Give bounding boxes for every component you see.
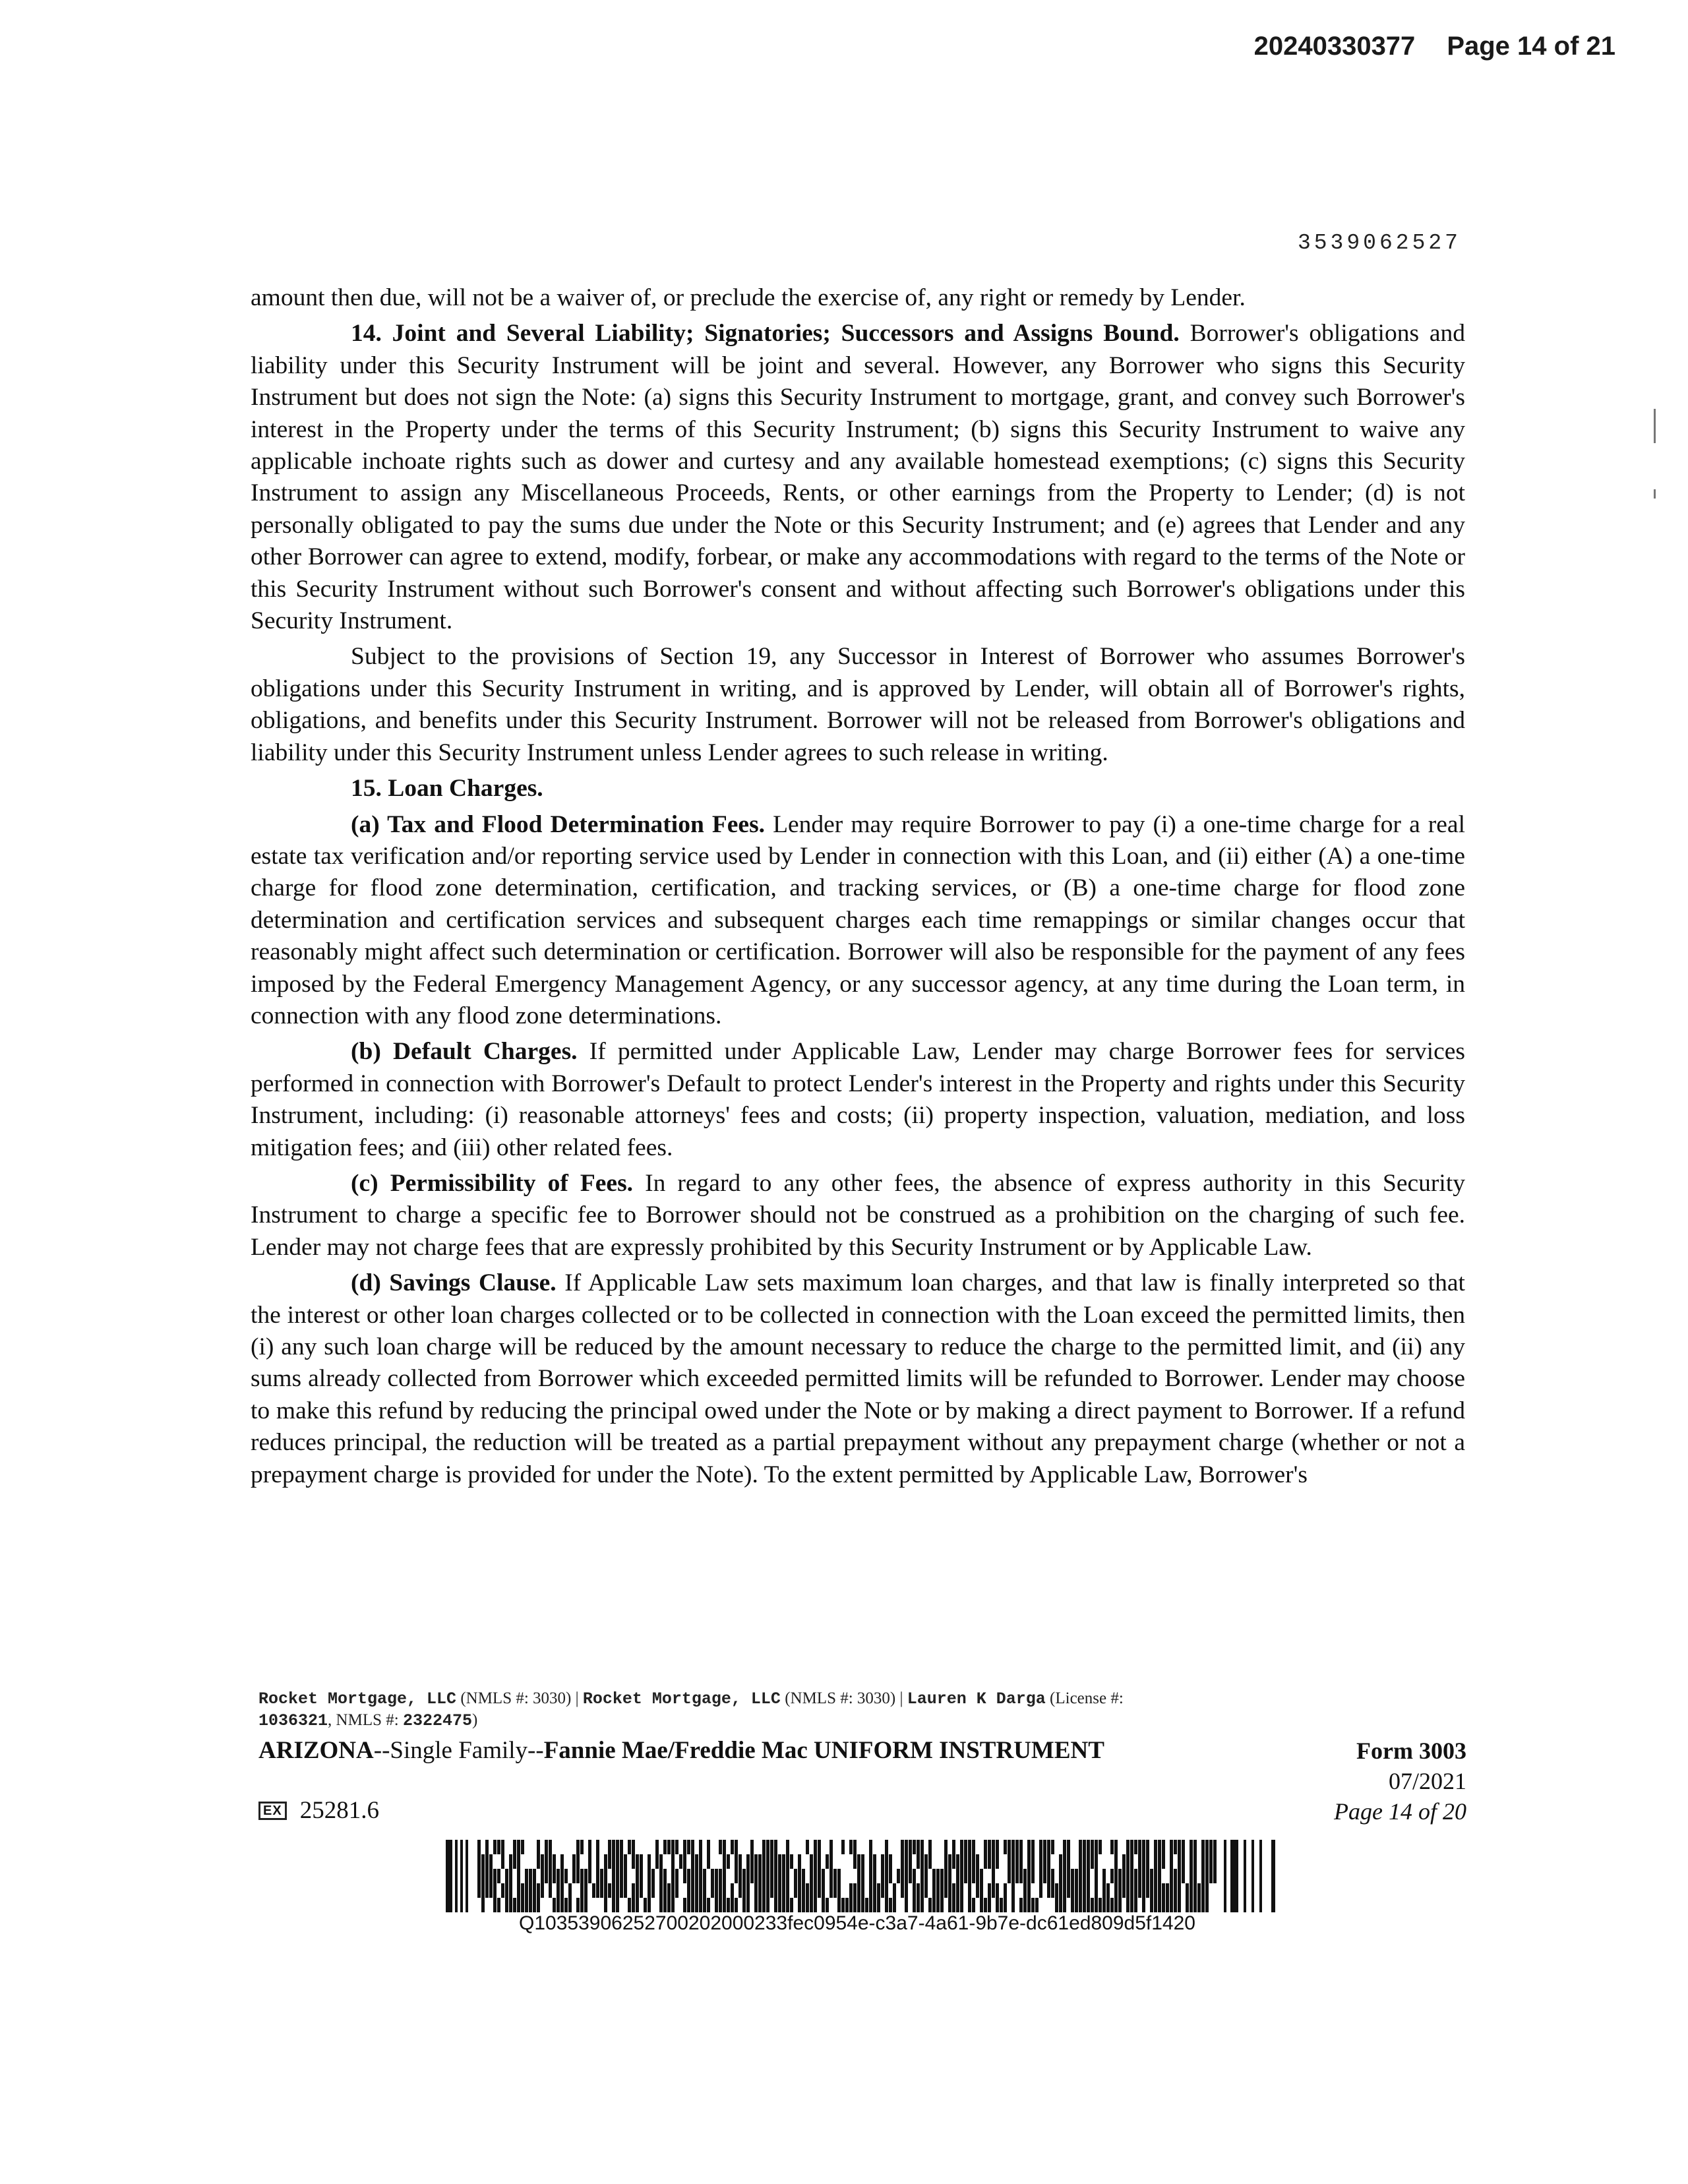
form-info <box>1334 1736 1466 1827</box>
lender-name: Rocket Mortgage, LLC <box>582 1689 781 1709</box>
originator-nmls: 2322475 <box>402 1711 472 1730</box>
section-15c-heading: (c) Permissibility of Fees. <box>351 1169 634 1197</box>
margin-mark <box>1654 489 1656 499</box>
instrument-name: Fannie Mae/Freddie Mac UNIFORM INSTRUMENT <box>543 1737 1104 1764</box>
lender-nmls: (NMLS #: 3030) | <box>780 1689 907 1707</box>
continued-paragraph: amount then due, will not be a waiver of, or preclude the exercise of, any right or remedy by Lender. <box>251 284 1246 311</box>
license-number: 1036321 <box>258 1711 328 1730</box>
document-body <box>251 282 1465 1495</box>
closing-paren: ) <box>471 1711 478 1729</box>
section-15a <box>251 809 1465 1033</box>
lender-name: Rocket Mortgage, LLC <box>258 1689 457 1709</box>
lender-info <box>258 1688 1465 1732</box>
form-title <box>258 1736 1104 1827</box>
doc-code-number: 25281.6 <box>299 1797 379 1824</box>
section-15b-text: If permitted under Applicable Law, Lender may charge Borrower fees for services performed in connection with Borrower's Default to protect Lender's interest in the Property and rights under this Security Instrument, including: (i) reasonable attorneys' fees and costs; (ii) property inspection, valuation, mediation, and loss mitigation fees; and (iii) other related fees. <box>251 1038 1465 1161</box>
recording-header <box>1254 32 1615 61</box>
section-15d-heading: (d) Savings Clause. <box>351 1269 557 1297</box>
section-15b-heading: (b) Default Charges. <box>351 1038 578 1066</box>
section-14-text: Borrower's obligations and liability under this Security Instrument will be joint and several. However, any Borrower who signs this Security Instrument but does not sign the Note: (a) signs this Security Instrument to mortgage, grant, and convey such Borrower's interest in the Property under the terms of this Security Instrument; (b) signs this Security Instrument to waive any applicable inchoate rights such as dower and curtesy and any available homestead exemptions; (c) signs this Security Instrument to assign any Miscellaneous Proceeds, Rents, or other earnings from the Property to Lender; (d) is not personally obligated to pay the sums due under the Note or this Security Instrument; and (e) agrees that Lender and any other Borrower can agree to extend, modify, forbear, or make any accommodations with regard to the terms of the Note or this Security Instrument without such Borrower's consent and without affecting such Borrower's obligations under this Security Instrument. <box>251 320 1465 635</box>
section-15b <box>251 1036 1465 1164</box>
loan-number: 3539062527 <box>1297 231 1461 255</box>
section-15c <box>251 1168 1465 1263</box>
barcode-graphic <box>446 1840 1283 1912</box>
section-14 <box>251 318 1465 637</box>
recording-number: 20240330377 <box>1253 32 1416 61</box>
form-date: 07/2021 <box>1388 1768 1466 1794</box>
section-15d-text: If Applicable Law sets maximum loan charges, and that law is finally interpreted so that the interest or other loan charges collected or to be collected in connection with the Loan exceed the permitted limits, then (i) any such loan charge will be reduced by the amount necessary to reduce the charge to the permitted limit, and (ii) any sums already collected from Borrower which exceeded permitted limits will be refunded to Borrower. Lender may choose to make this refund by reducing the principal owed under the Note or by making a direct payment to Borrower. If a refund reduces principal, the reduction will be treated as a partial prepayment without any prepayment charge (whether or not a prepayment charge is provided for under the Note). To the extent permitted by Applicable Law, Borrower's <box>251 1269 1465 1488</box>
ex-badge-icon: EX <box>258 1802 287 1820</box>
section-15d <box>251 1267 1465 1491</box>
loan-originator-name: Lauren K Darga <box>907 1689 1046 1709</box>
form-page: Page 14 of 20 <box>1334 1798 1466 1825</box>
section-14-heading: 14. Joint and Several Liability; Signatories; Successors and Assigns Bound. <box>351 320 1180 348</box>
form-footer <box>258 1736 1466 1827</box>
state-name: ARIZONA <box>258 1737 374 1764</box>
recording-page-label: Page 14 of 21 <box>1447 32 1615 61</box>
barcode-caption: Q10353906252700202000233fec0954e-c3a7-4a61-9b7e-dc61ed809d5f1420 <box>519 1912 1195 1934</box>
section-15a-text: Lender may require Borrower to pay (i) a one-time charge for a real estate tax verification and/or reporting service used by Lender in connection with this Loan, and (ii) either (A) a one-time charge for flood zone determination, certification, and tracking services, or (B) a one-time charge for flood zone determination and certification services and subsequent charges each time remappings or similar changes occur that reasonably might affect such determination or certification. Borrower will also be responsible for the payment of any fees imposed by the Federal Emergency Management Agency, or any successor agency, at any time during the Loan term, in connection with any flood zone determinations. <box>251 810 1465 1029</box>
margin-mark <box>1654 409 1656 443</box>
nmls-label: , NMLS #: <box>328 1711 403 1729</box>
form-type: --Single Family-- <box>373 1737 544 1764</box>
section-15c-text: In regard to any other fees, the absence of express authority in this Security Instrument to charge a specific fee to Borrower should not be construed as a prohibition on the charging of such fee. Lender may not charge fees that are expressly prohibited by this Security Instrument or by Applicable Law. <box>251 1169 1466 1261</box>
section-14-paragraph-2: Subject to the provisions of Section 19, any Successor in Interest of Borrower who assumes Borrower's obligations under this Security Instrument in writing, and is approved by Lender, will obtain all of Borrower's rights, obligations, and benefits under this Security Instrument. Borrower will not be released from Borrower's obligations and liability under this Security Instrument unless Lender agrees to such release in writing. <box>251 643 1465 766</box>
doc-code <box>258 1796 379 1825</box>
section-15a-heading: (a) Tax and Flood Determination Fees. <box>351 810 766 838</box>
section-15-heading: 15. Loan Charges. <box>351 775 543 803</box>
form-number: Form 3003 <box>1356 1738 1466 1764</box>
lender-nmls: (NMLS #: 3030) | <box>456 1689 583 1707</box>
license-label: (License #: <box>1045 1689 1124 1707</box>
barcode <box>446 1840 1283 1912</box>
